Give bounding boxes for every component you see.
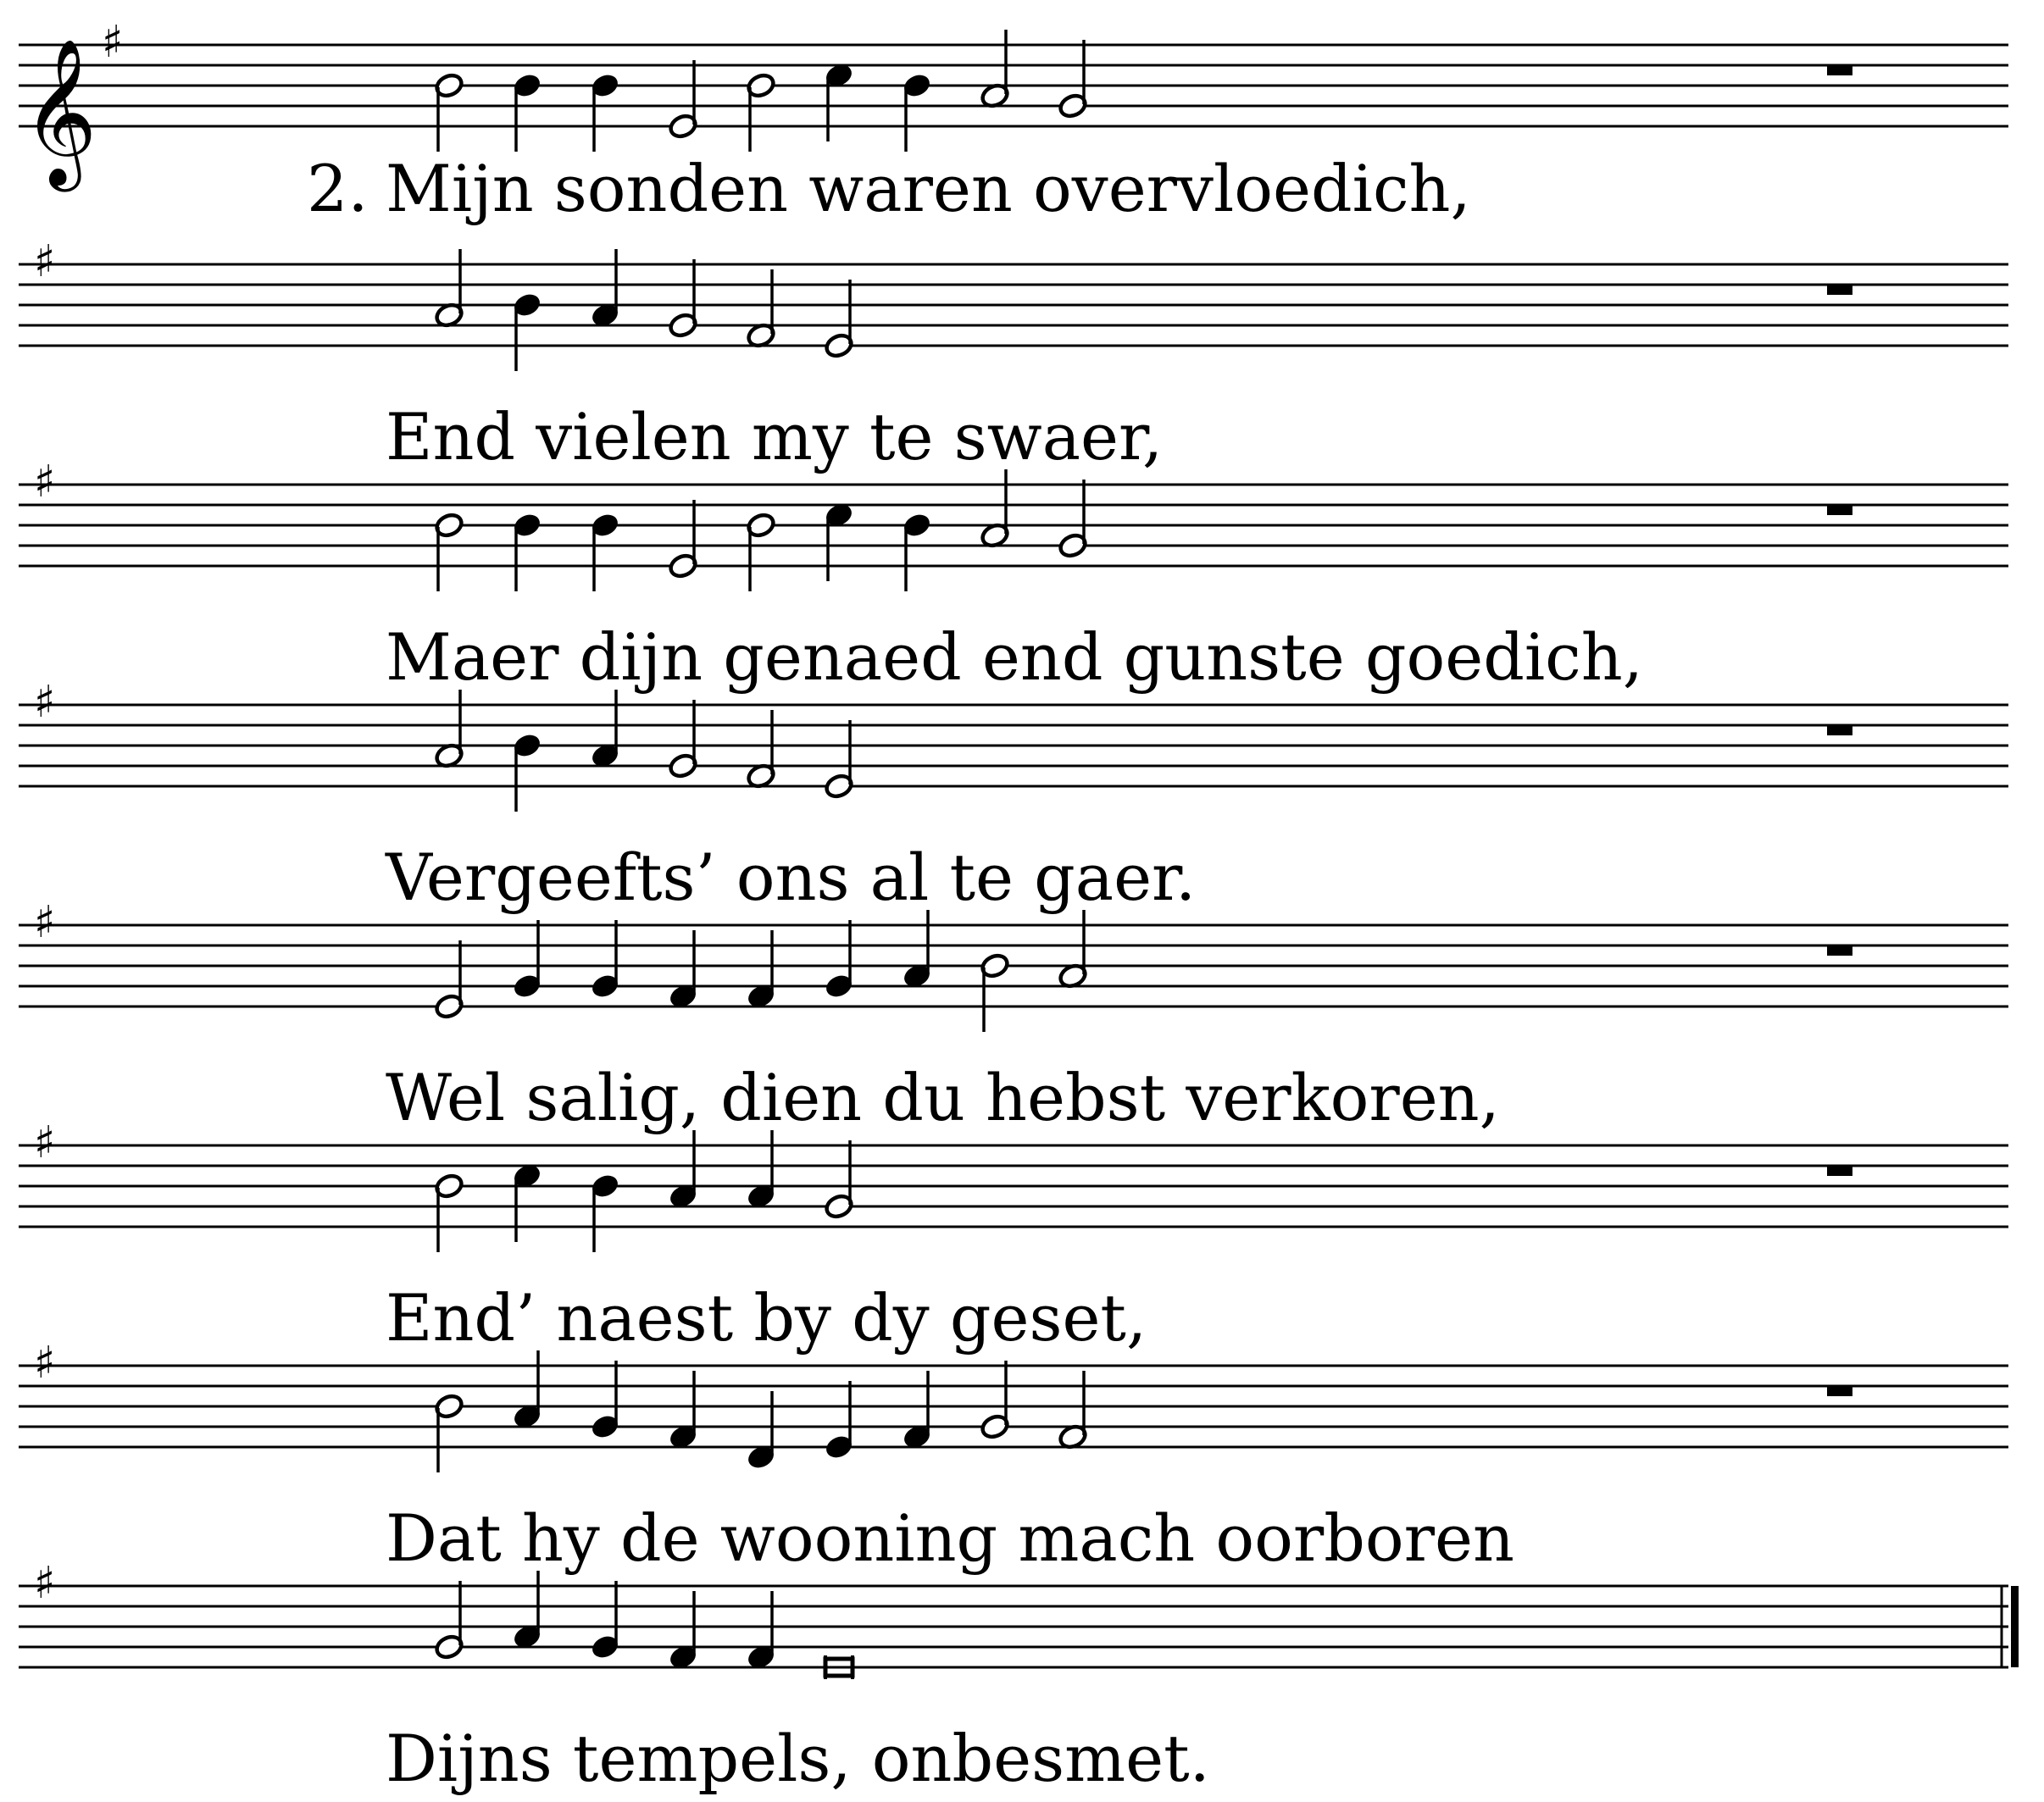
sharp-icon: ♯: [34, 677, 56, 728]
staff-system: [19, 677, 2008, 915]
verse-number: 2.: [307, 151, 369, 226]
sharp-icon: ♯: [102, 17, 124, 68]
staff-system: [19, 457, 2008, 695]
sharp-icon: ♯: [34, 236, 56, 287]
sharp-icon: ♯: [34, 1338, 56, 1389]
half-rest-icon: [1827, 945, 1852, 956]
sharp-icon: ♯: [34, 897, 56, 948]
half-rest-icon: [1827, 505, 1852, 515]
half-rest-icon: [1827, 285, 1852, 295]
sharp-icon: ♯: [34, 1117, 56, 1168]
lyric-line: End vielen my te swaer,: [386, 399, 1164, 474]
staff-system: [19, 236, 2008, 474]
final-barline-thick: [2011, 1586, 2019, 1667]
staff-system: [19, 17, 2008, 226]
lyric-line: Vergeefts’ ons al te gaer.: [386, 840, 1197, 915]
lyric-line: End’ naest by dy geset,: [386, 1280, 1147, 1356]
staff-system: [19, 1117, 2008, 1356]
staff-system: [19, 897, 2008, 1135]
half-rest-icon: [1827, 1166, 1852, 1176]
treble-clef-icon: 𝄞: [22, 38, 97, 186]
lyric-line: Dat hy de wooning mach oorboren: [386, 1500, 1514, 1576]
lyric-line: Mijn sonden waren overvloedich,: [386, 151, 1471, 226]
half-rest-icon: [1827, 1386, 1852, 1396]
half-rest-icon: [1827, 725, 1852, 735]
score-systems: [19, 17, 2019, 1796]
sharp-icon: ♯: [34, 1558, 56, 1609]
lyric-line: Maer dijn genaed end gunste goedich,: [386, 619, 1643, 695]
staff-system: [19, 1558, 2019, 1796]
half-rest-icon: [1827, 65, 1852, 75]
sharp-icon: ♯: [34, 457, 56, 507]
staff-system: [19, 1338, 2008, 1576]
lyric-line: Dijns tempels, onbesmet.: [386, 1721, 1210, 1796]
lyric-line: Wel salig, dien du hebst verkoren,: [386, 1060, 1500, 1135]
